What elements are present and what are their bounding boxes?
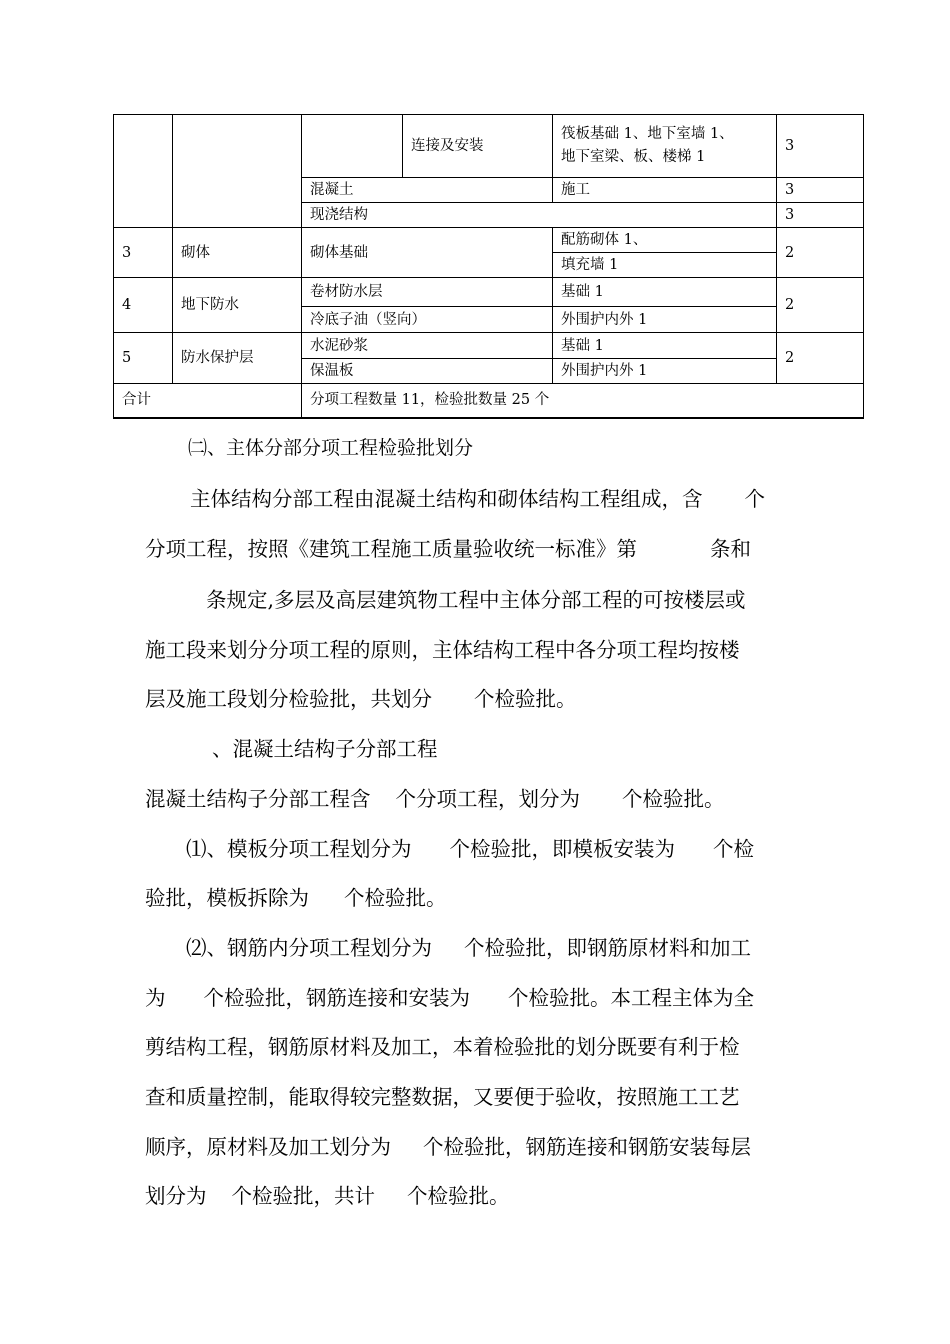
text-run: 个检验批。 (474, 687, 577, 711)
table-cell: 冷底子油（竖向） (302, 307, 553, 333)
text-run: 个检验批，即钢筋原材料和加工 (464, 936, 751, 960)
table-cell: 保温板 (302, 359, 553, 384)
table-cell: 配筋砌体 1、 (553, 228, 777, 253)
table-cell: 混凝土 (302, 178, 553, 203)
inspection-lot-table (113, 114, 864, 419)
table-cell: 3 (114, 228, 173, 278)
table-cell: 砌体基础 (302, 228, 553, 278)
table-cell: 水泥砂浆 (302, 333, 553, 359)
table-cell: 5 (114, 333, 173, 384)
cell-line: 地下室梁、板、楼梯 1 (561, 149, 706, 165)
table-cell: 3 (777, 178, 864, 203)
table-cell: 基础 1 (553, 333, 777, 359)
table-cell: 砌体 (173, 228, 302, 278)
paragraph-line (145, 973, 805, 1023)
table-cell (553, 115, 777, 178)
cell-line: 筏板基础 1、地下室墙 1、 (561, 126, 734, 142)
table-cell: 防水保护层 (173, 333, 302, 384)
paragraph-line: 条规定,多层及高层建筑物工程中主体分部工程的可按楼层或 (206, 588, 746, 612)
table-cell: 外围护内外 1 (553, 359, 777, 384)
text-run: 个检验批，钢筋连接和安装为 (203, 986, 470, 1010)
table-cell: 基础 1 (553, 278, 777, 307)
table-row (114, 384, 864, 418)
table-cell: 2 (777, 333, 864, 384)
paragraph-line (186, 923, 846, 973)
text-run: 层及施工段划分检验批，共划分 (145, 687, 432, 711)
text-run: 个 (744, 487, 765, 511)
text-run: 划分为 (145, 1184, 207, 1208)
text-run: 个检验批，共计 (231, 1184, 375, 1208)
table-cell (302, 115, 403, 178)
paragraph-line (186, 824, 846, 874)
paragraph-line (145, 1171, 805, 1221)
paragraph-line (145, 1122, 805, 1172)
table-cell (173, 115, 302, 228)
table-cell (114, 115, 173, 228)
text-run: 个检验批。 (407, 1184, 510, 1208)
table-row (114, 115, 864, 178)
paragraph-line: 剪结构工程，钢筋原材料及加工，本着检验批的划分既要有利于检 (145, 1035, 740, 1059)
text-run: 个检验批。本工程主体为全 (508, 986, 754, 1010)
text-run: 个检 (713, 837, 754, 861)
table-cell: 连接及安装 (403, 115, 553, 178)
table-cell: 4 (114, 278, 173, 333)
table-cell: 外围护内外 1 (553, 307, 777, 333)
table-row (114, 333, 864, 359)
table-cell: 地下防水 (173, 278, 302, 333)
table-cell: 分项工程数量 11，检验批数量 25 个 (302, 384, 864, 418)
text-run: ⑵、钢筋内分项工程划分为 (186, 936, 432, 960)
table-cell: 合计 (114, 384, 302, 418)
paragraph-line (145, 873, 805, 923)
paragraph-line (190, 474, 850, 524)
paragraph-line: 施工段来划分分项工程的原则，主体结构工程中各分项工程均按楼 (145, 638, 740, 662)
paragraph-line: 查和质量控制，能取得较完整数据，又要便于验收，按照施工工艺 (145, 1085, 740, 1109)
table-cell: 3 (777, 203, 864, 228)
subsection-heading: 、混凝土结构子分部工程 (212, 737, 438, 761)
text-run: 验批，模板拆除为 (145, 886, 309, 910)
text-run: 个检验批，即模板安装为 (449, 837, 675, 861)
text-run: 混凝土结构子分部工程含 (145, 787, 371, 811)
paragraph-line (145, 674, 805, 724)
table-cell: 现浇结构 (302, 203, 777, 228)
text-run: 为 (145, 986, 166, 1010)
text-run: 个分项工程，划分为 (395, 787, 580, 811)
table-row (114, 278, 864, 307)
table-cell: 3 (777, 115, 864, 178)
text-run: 顺序，原材料及加工划分为 (145, 1135, 391, 1159)
text-run: 个检验批，钢筋连接和钢筋安装每层 (423, 1135, 751, 1159)
paragraph-line (145, 524, 805, 574)
table-cell: 填充墙 1 (553, 253, 777, 278)
table-cell: 卷材防水层 (302, 278, 553, 307)
table-row (114, 228, 864, 253)
table-cell: 施工 (553, 178, 777, 203)
table-cell: 2 (777, 228, 864, 278)
text-run: 主体结构分部工程由混凝土结构和砌体结构工程组成，含 (190, 487, 703, 511)
text-run: ⑴、模板分项工程划分为 (186, 837, 412, 861)
text-run: 分项工程，按照《建筑工程施工质量验收统一标准》第 (145, 537, 637, 561)
inspection-lot-table-container (113, 114, 863, 419)
text-run: 个检验批。 (344, 886, 447, 910)
text-run: 个检验批。 (622, 787, 725, 811)
table-cell: 2 (777, 278, 864, 333)
paragraph-line (145, 774, 805, 824)
section-heading: ㈡、主体分部分项工程检验批划分 (188, 437, 474, 459)
text-run: 条和 (710, 537, 751, 561)
